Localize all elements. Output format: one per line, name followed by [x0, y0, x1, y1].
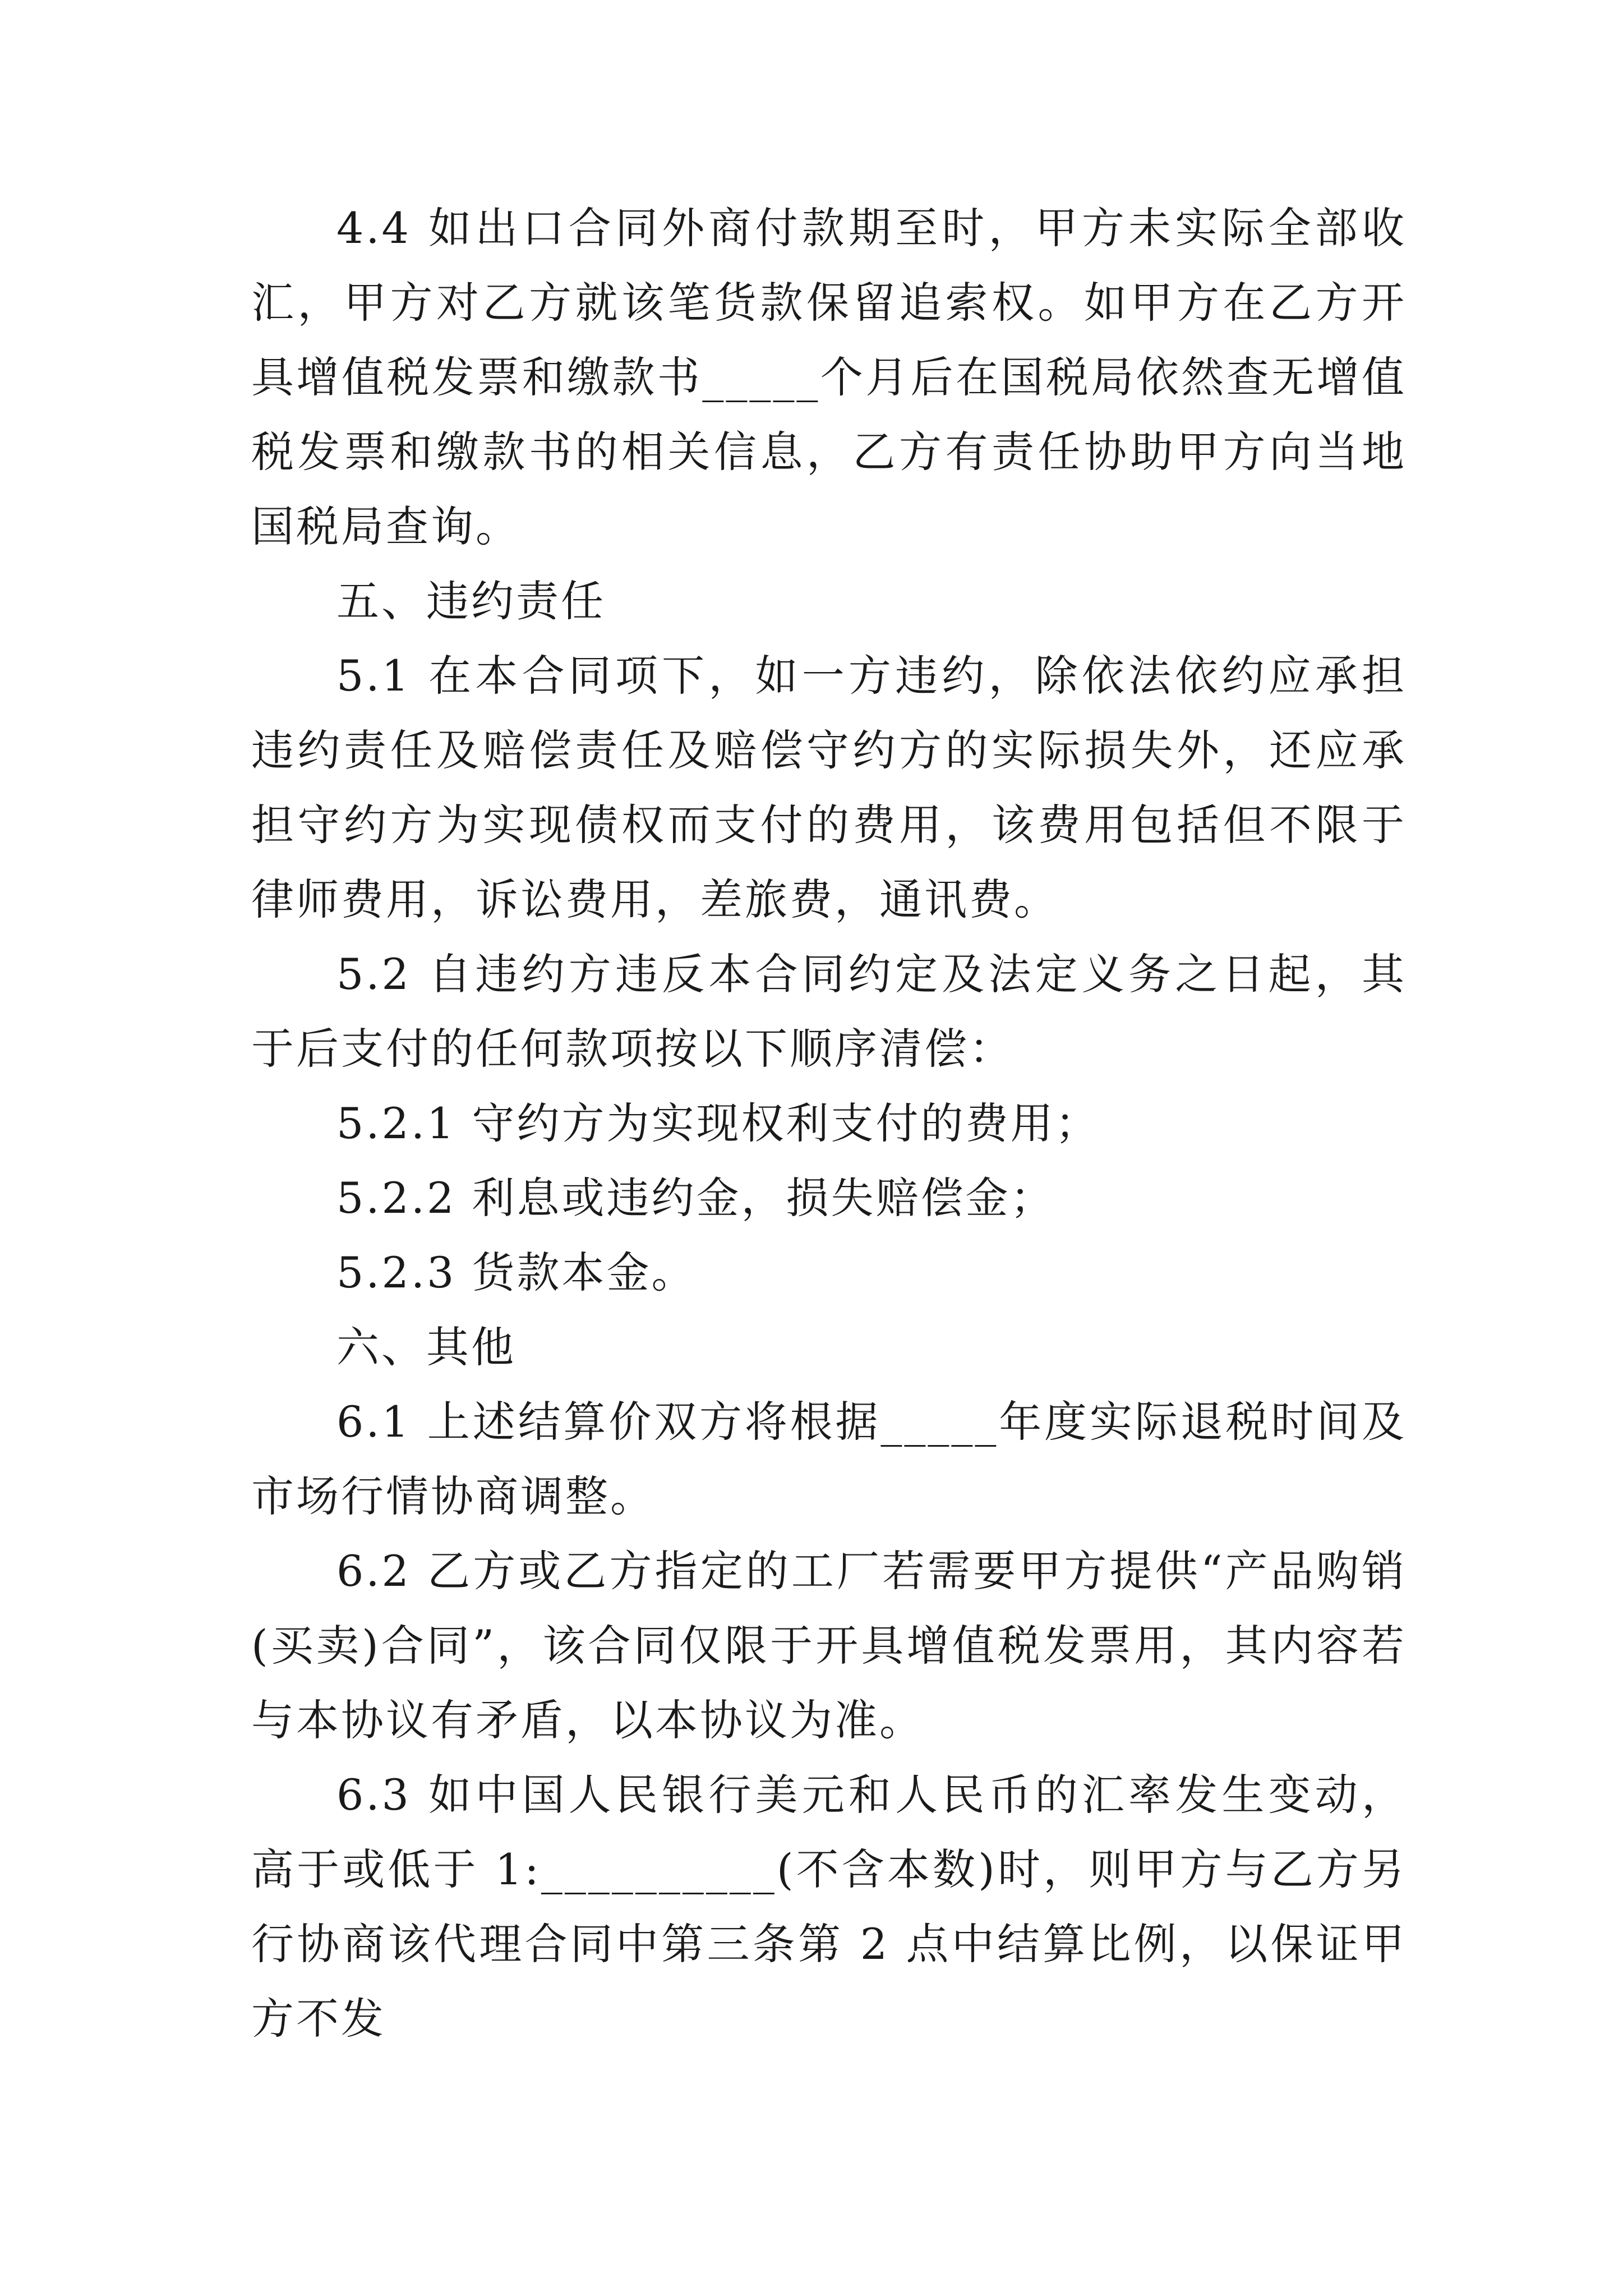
- clause-4-4: 4.4 如出口合同外商付款期至时，甲方未实际全部收汇，甲方对乙方就该笔货款保留追索权。如甲方在乙方开具增值税发票和缴款书_____个月后在国税局依然查无增值税发票和缴款书的相关信息，乙方有责任协助甲方向当地国税局查询。: [251, 203, 1407, 551]
- clause-5-2-1: 5.2.1 守约方为实现权利支付的费用；: [336, 1098, 1100, 1148]
- section-5-heading: 五、违约责任: [336, 576, 606, 626]
- section-6-heading: 六、其他: [336, 1322, 516, 1372]
- document-body: [251, 191, 1407, 2056]
- clause-6-2: 6.2 乙方或乙方指定的工厂若需要甲方提供“产品购销(买卖)合同”，该合同仅限于开具增值税发票用，其内容若与本协议有矛盾，以本协议为准。: [251, 1546, 1407, 1745]
- clause-6-1: 6.1 上述结算价双方将根据_____年度实际退税时间及市场行情协商调整。: [251, 1397, 1407, 1521]
- clause-5-2-2: 5.2.2 利息或违约金，损失赔偿金；: [336, 1173, 1055, 1223]
- clause-5-2-3: 5.2.3 货款本金。: [336, 1248, 697, 1297]
- clause-5-2: 5.2 自违约方违反本合同约定及法定义务之日起，其于后支付的任何款项按以下顺序清偿：: [251, 949, 1407, 1074]
- clause-5-1: 5.1 在本合同项下，如一方违约，除依法依约应承担违约责任及赔偿责任及赔偿守约方的实际损失外，还应承担守约方为实现债权而支付的费用，该费用包括但不限于律师费用，诉讼费用，差旅费，通讯费。: [251, 651, 1407, 924]
- clause-6-3: 6.3 如中国人民银行美元和人民币的汇率发生变动，高于或低于 1:__________(不含本数)时，则甲方与乙方另行协商该代理合同中第三条第 2 点中结算比例，以保证甲方不发: [251, 1770, 1407, 2044]
